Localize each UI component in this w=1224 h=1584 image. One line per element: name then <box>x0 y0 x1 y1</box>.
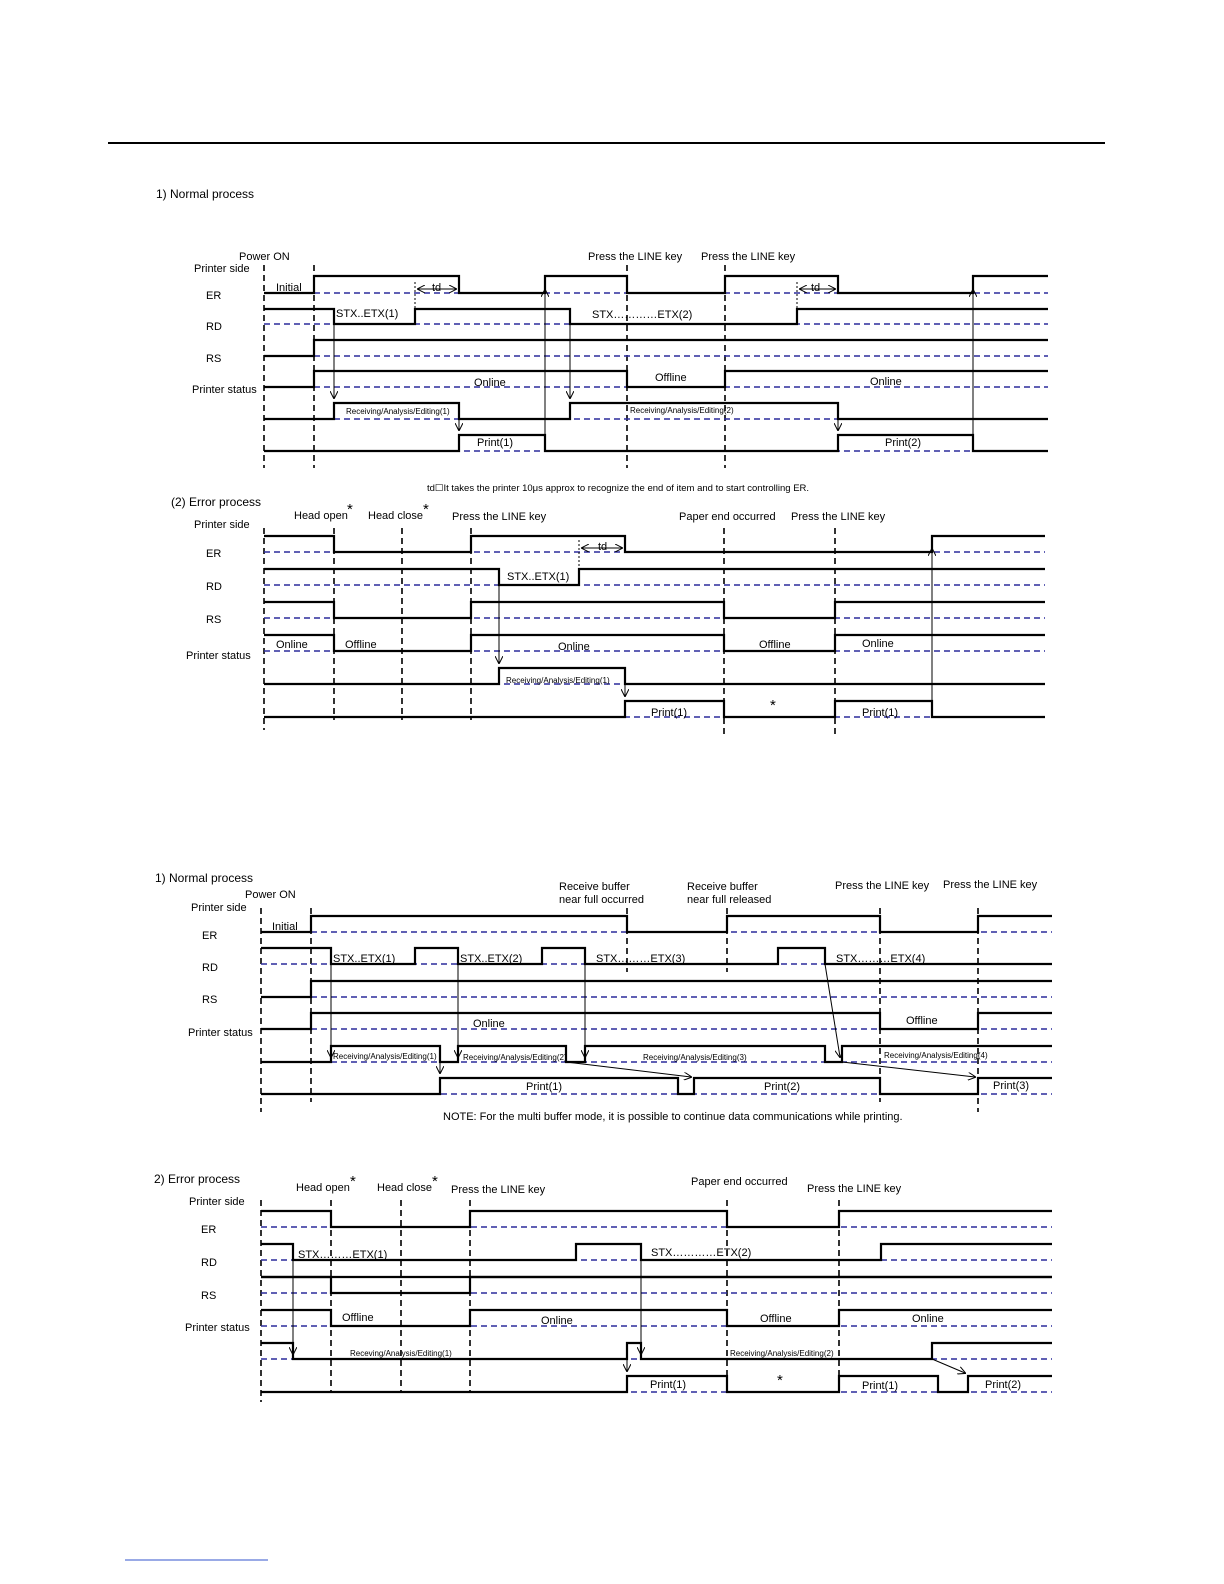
online-label: Online <box>912 1313 944 1325</box>
diagram-2-error-process <box>171 495 1045 735</box>
print-label: Print(1) <box>651 707 688 719</box>
event-paper-end: Paper end occurred <box>679 511 776 523</box>
stx-etx-label: STX..ETX(1) <box>333 953 396 965</box>
row-label-rd: RD <box>206 321 222 333</box>
stx-etx-label: STX..ETX(2) <box>460 953 523 965</box>
rae-label: Receiving/Analysis/Editing(3) <box>643 1053 747 1062</box>
er-signal <box>264 536 1045 552</box>
event-press-line-key: Press the LINE key <box>588 251 683 263</box>
offline-label: Offline <box>655 372 687 384</box>
initial-label: Initial <box>272 921 298 933</box>
section-title: (2) Error process <box>171 495 262 509</box>
rae-label: Receiving/Analysis/Editing(2) <box>630 406 734 415</box>
section-title: 2) Error process <box>154 1172 241 1186</box>
rs-signal-level <box>261 1277 1052 1293</box>
event-press-line-key: Press the LINE key <box>452 511 547 523</box>
initial-label: Initial <box>276 282 302 294</box>
asterisk-note: * <box>432 1173 438 1190</box>
row-label-er: ER <box>202 930 218 942</box>
er-signal <box>261 1211 1052 1227</box>
stx-etx-label: STX…………ETX(2) <box>592 309 693 321</box>
print-label: Print(2) <box>764 1081 801 1093</box>
print-label: Print(1) <box>862 707 899 719</box>
event-power-on: Power ON <box>245 889 296 901</box>
rae-label: Receiving/Analysis/Editing(1) <box>346 407 450 416</box>
flow-arrow <box>825 964 840 1057</box>
stx-etx-label: STX………ETX(1) <box>298 1249 388 1261</box>
row-label-er: ER <box>201 1224 217 1236</box>
event-press-line-key: Press the LINE key <box>451 1184 546 1196</box>
diagram-1-normal-process <box>156 187 1048 494</box>
multi-buffer-note: NOTE: For the multi buffer mode, it is possible to continue data communications while printing. <box>443 1111 903 1123</box>
rae-label: Receving/Analysis/Editing(1) <box>350 1349 452 1358</box>
offline-label: Offline <box>759 639 791 651</box>
status-rae-signal <box>264 668 1045 684</box>
asterisk-note: * <box>770 697 776 714</box>
event-paper-end: Paper end occurred <box>691 1176 788 1188</box>
diagram-3-normal-process-multi-buffer <box>155 871 1052 1123</box>
print-label: Print(1) <box>862 1380 899 1392</box>
online-label: Online <box>474 377 506 389</box>
flow-arrow <box>842 1062 975 1077</box>
event-press-line-key: Press the LINE key <box>807 1183 902 1195</box>
event-buffer-full: Receive buffer <box>559 881 630 893</box>
rae-label: Receiving/Analysis/Editing(1) <box>506 676 610 685</box>
td-label: td <box>432 282 442 294</box>
asterisk-note: * <box>777 1372 783 1389</box>
row-label-printer-side: Printer side <box>194 263 250 275</box>
td-label: td <box>811 282 821 294</box>
rae-label: Receiving/Analysis/Editing(2) <box>463 1053 567 1062</box>
row-label-printer-side: Printer side <box>189 1196 245 1208</box>
online-label: Online <box>870 376 902 388</box>
print-label: Print(3) <box>993 1080 1030 1092</box>
row-label-rs: RS <box>202 994 218 1006</box>
online-label: Online <box>473 1018 505 1030</box>
asterisk-note: * <box>350 1173 356 1190</box>
event-head-close: Head close <box>368 510 424 522</box>
status-online-signal <box>264 635 1045 651</box>
online-label: Online <box>276 639 308 651</box>
print-label: Print(2) <box>885 437 922 449</box>
stx-etx-label: STX………ETX(4) <box>836 953 926 965</box>
row-label-printer-side: Printer side <box>191 902 247 914</box>
online-label: Online <box>862 638 894 650</box>
row-label-rd: RD <box>206 581 222 593</box>
row-label-rs: RS <box>201 1290 217 1302</box>
status-print-signal <box>264 435 1048 451</box>
asterisk-note: * <box>423 501 429 518</box>
td-label: td <box>598 541 608 553</box>
rd-signal <box>264 569 1045 585</box>
section-title: 1) Normal process <box>155 871 254 885</box>
flow-arrow <box>932 1359 965 1373</box>
print-label: Print(1) <box>477 437 514 449</box>
row-label-printer-status: Printer status <box>186 650 251 662</box>
er-signal <box>264 276 1048 293</box>
rs-signal <box>264 602 1045 618</box>
status-print-signal <box>261 1078 1052 1094</box>
flow-arrow <box>566 1062 691 1077</box>
offline-label: Offline <box>906 1015 938 1027</box>
print-label: Print(1) <box>650 1379 687 1391</box>
row-label-printer-status: Printer status <box>185 1322 250 1334</box>
event-power-on: Power ON <box>239 251 290 263</box>
row-label-rd: RD <box>202 962 218 974</box>
row-label-printer-side: Printer side <box>194 519 250 531</box>
event-head-open: Head open <box>294 510 348 522</box>
event-head-close: Head close <box>377 1182 433 1194</box>
stx-etx-label: STX..ETX(1) <box>507 571 570 583</box>
row-label-printer-status: Printer status <box>188 1027 253 1039</box>
row-label-rs: RS <box>206 353 222 365</box>
online-label: Online <box>558 641 590 653</box>
asterisk-note: * <box>347 501 353 518</box>
td-note: td☐It takes the printer 10μs approx to recognize the end of item and to start controlling ER. <box>427 483 810 494</box>
online-label: Online <box>541 1315 573 1327</box>
offline-label: Offline <box>342 1312 374 1324</box>
rae-label: Receiving/Analysis/Editing(1) <box>333 1052 437 1061</box>
row-label-er: ER <box>206 290 222 302</box>
rae-label: Receiving/Analysis/Editing(2) <box>730 1349 834 1358</box>
print-label: Print(1) <box>526 1081 563 1093</box>
offline-label: Offline <box>760 1313 792 1325</box>
rae-label: Receiving/Analysis/Editing(4) <box>884 1051 988 1060</box>
event-buffer-full: near full occurred <box>559 894 644 906</box>
stx-etx-label: STX………ETX(3) <box>596 953 686 965</box>
er-signal <box>261 916 1052 932</box>
event-press-line-key: Press the LINE key <box>701 251 796 263</box>
event-press-line-key: Press the LINE key <box>791 511 886 523</box>
diagram-4-error-process-multi-buffer <box>154 1172 1052 1402</box>
event-head-open: Head open <box>296 1182 350 1194</box>
event-buffer-released: near full released <box>687 894 772 906</box>
print-label: Print(2) <box>985 1379 1022 1391</box>
stx-etx-label: STX…………ETX(2) <box>651 1247 752 1259</box>
section-title: 1) Normal process <box>156 187 255 201</box>
rs-signal <box>264 340 1048 356</box>
event-press-line-key: Press the LINE key <box>835 880 930 892</box>
offline-label: Offline <box>345 639 377 651</box>
stx-etx-label: STX..ETX(1) <box>336 308 399 320</box>
row-label-printer-status: Printer status <box>192 384 257 396</box>
row-label-rs: RS <box>206 614 222 626</box>
rs-signal <box>261 981 1052 997</box>
event-press-line-key: Press the LINE key <box>943 879 1038 891</box>
event-buffer-released: Receive buffer <box>687 881 758 893</box>
row-label-er: ER <box>206 548 222 560</box>
row-label-rd: RD <box>201 1257 217 1269</box>
